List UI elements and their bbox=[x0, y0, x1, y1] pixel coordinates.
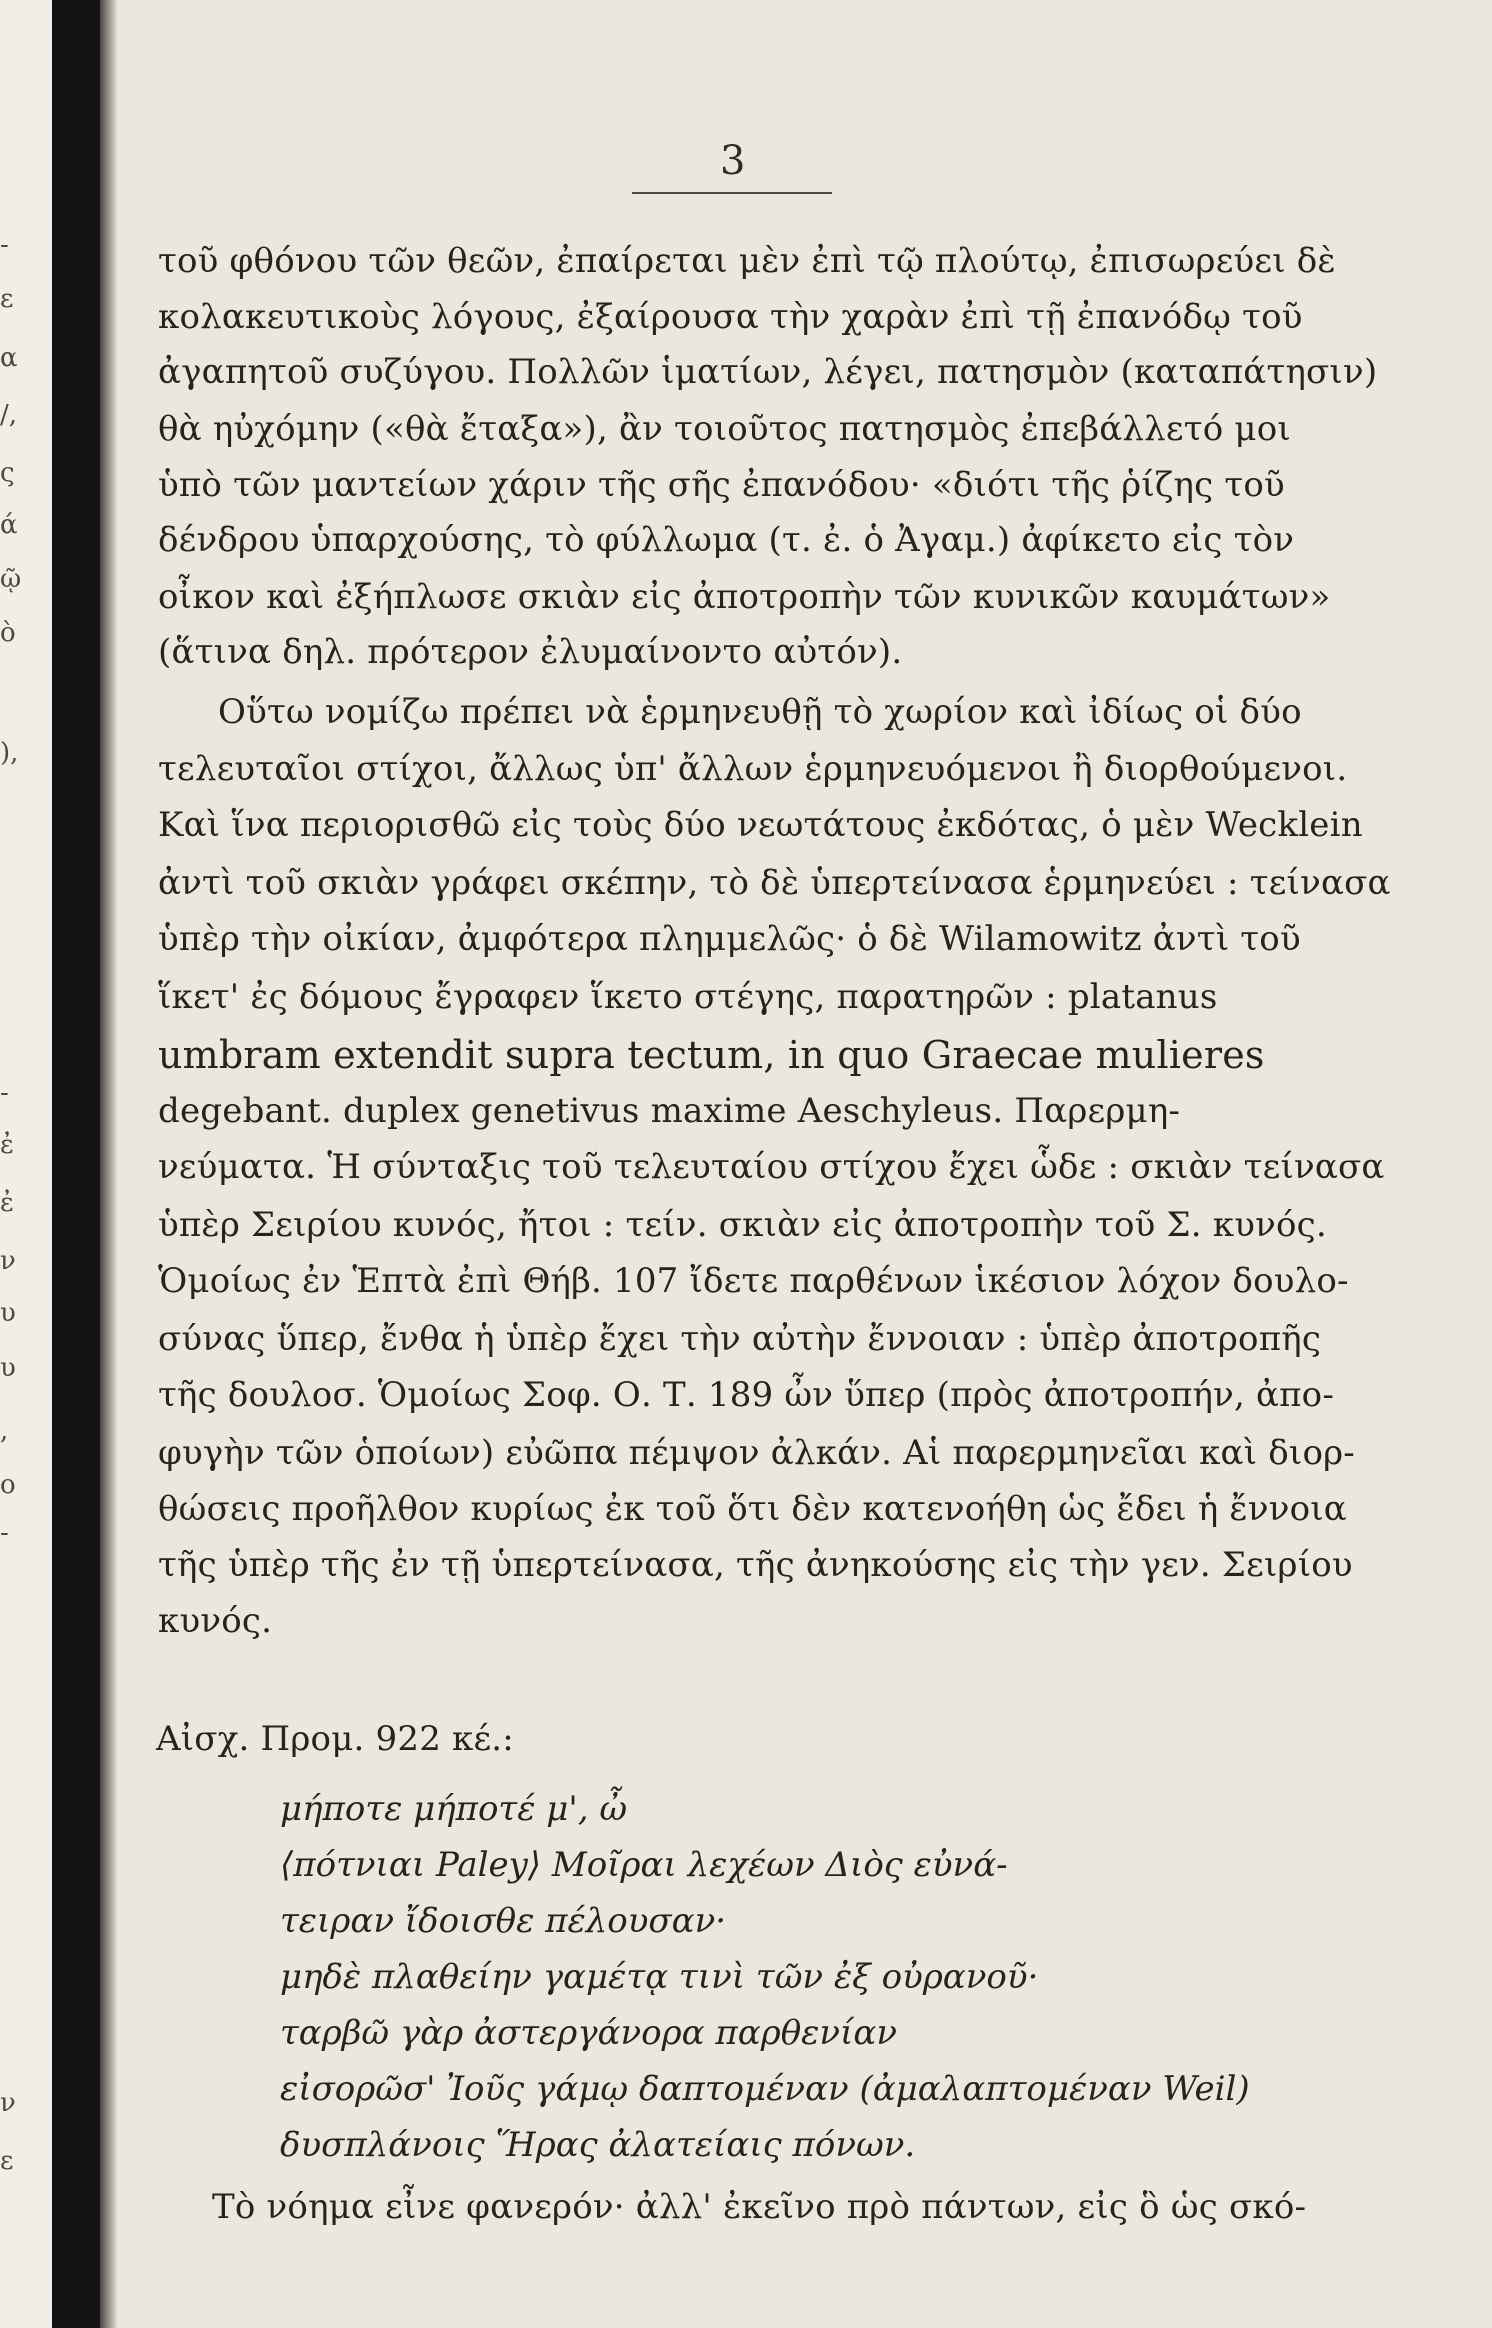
margin-fragment: α bbox=[0, 343, 18, 373]
verse-line: εἰσορῶσ' Ἰοῦς γάμῳ δαπτομέναν (ἀμαλαπτομέναν Weil) bbox=[280, 2069, 1250, 2109]
header-rule bbox=[632, 192, 832, 194]
margin-fragment: ε bbox=[0, 284, 14, 314]
margin-fragment: υ bbox=[0, 1353, 16, 1383]
margin-fragment: υ bbox=[0, 1298, 16, 1328]
body-line: ἀντὶ τοῦ σκιὰν γράφει σκέπην, τὸ δὲ ὑπερτείνασα ἑρμηνεύει : τείνασα bbox=[158, 863, 1391, 903]
body-line: δένδρου ὑπαρχούσης, τὸ φύλλωμα (τ. ἐ. ὁ Ἀγαμ.) ἀφίκετο εἰς τὸν bbox=[158, 520, 1295, 560]
body-line: degebant. duplex genetivus maxime Aeschyleus. Παρερμη- bbox=[158, 1091, 1181, 1131]
body-line: φυγὴν τῶν ὁποίων) εὐῶπα πέμψον ἀλκάν. Αἱ παρερμηνεῖαι καὶ διορ- bbox=[158, 1433, 1355, 1473]
margin-fragment: ά bbox=[0, 510, 18, 540]
body-line: οἶκον καὶ ἐξήπλωσε σκιὰν εἰς ἀποτροπὴν τῶν κυνικῶν καυμάτων» bbox=[158, 577, 1331, 617]
body-line: Ὁμοίως ἐν Ἑπτὰ ἐπὶ Θήβ. 107 ἴδετε παρθένων ἱκέσιον λόχον δουλο- bbox=[158, 1261, 1349, 1301]
margin-fragment: ὸ bbox=[0, 618, 16, 648]
body-line: τῆς ὑπὲρ τῆς ἐν τῇ ὑπερτείνασα, τῆς ἀνηκούσης εἰς τὴν γεν. Σειρίου bbox=[158, 1545, 1353, 1585]
margin-fragment: ), bbox=[0, 738, 19, 768]
page-number: 3 bbox=[720, 138, 746, 184]
margin-fragment: , bbox=[0, 1416, 9, 1446]
margin-fragment: ῷ bbox=[0, 564, 22, 594]
body-line: umbram extendit supra tectum, in quo Graecae mulieres bbox=[158, 1033, 1265, 1077]
body-line: τῆς δουλοσ. Ὁμοίως Σοφ. Ο. Τ. 189 ὦν ὕπερ (πρὸς ἀποτροπήν, ἀπο- bbox=[158, 1375, 1335, 1415]
body-line: ἀγαπητοῦ συζύγου. Πολλῶν ἱματίων, λέγει, πατησμὸν (καταπάτησιν) bbox=[158, 352, 1378, 392]
body-line: Καὶ ἵνα περιορισθῶ εἰς τοὺς δύο νεωτάτους ἐκδότας, ὁ μὲν Wecklein bbox=[158, 805, 1363, 845]
margin-fragment: - bbox=[0, 1078, 9, 1108]
body-line: ὑπὲρ τὴν οἰκίαν, ἀμφότερα πλημμελῶς· ὁ δὲ Wilamowitz ἀντὶ τοῦ bbox=[158, 919, 1301, 959]
verse-line: ⟨πότνιαι Paley⟩ Μοῖραι λεχέων Διὸς εὐνά- bbox=[280, 1845, 1008, 1885]
verse-line: τειραν ἴδοισθε πέλουσαν· bbox=[280, 1901, 727, 1941]
margin-fragment: - bbox=[0, 1518, 9, 1548]
margin-fragment: ἐ bbox=[0, 1188, 14, 1218]
citation: Αἰσχ. Προμ. 922 κέ.: bbox=[156, 1719, 514, 1759]
margin-fragment: ε bbox=[0, 2146, 14, 2176]
verse-line: δυσπλάνοις Ἥρας ἀλατείαις πόνων. bbox=[280, 2125, 916, 2165]
margin-fragment: ἐ bbox=[0, 1130, 14, 1160]
body-line: ὑπὸ τῶν μαντείων χάριν τῆς σῆς ἐπανόδου· «διότι τῆς ῥίζης τοῦ bbox=[158, 465, 1285, 505]
body-line: κολακευτικοὺς λόγους, ἐξαίρουσα τὴν χαρὰν ἐπὶ τῇ ἐπανόδῳ τοῦ bbox=[158, 297, 1303, 337]
body-line: τελευταῖοι στίχοι, ἄλλως ὑπ' ἄλλων ἑρμηνευόμενοι ἢ διορθούμενοι. bbox=[158, 749, 1348, 789]
margin-fragment: ν bbox=[0, 2088, 16, 2118]
verse-line: μήποτε μήποτέ μ', ὦ bbox=[280, 1789, 628, 1829]
margin-fragment: ο bbox=[0, 1470, 16, 1500]
body-line: σύνας ὕπερ, ἔνθα ἡ ὑπὲρ ἔχει τὴν αὐτὴν ἔννοιαν : ὑπὲρ ἀποτροπῆς bbox=[158, 1319, 1322, 1359]
body-line: κυνός. bbox=[158, 1601, 273, 1641]
book-spine-shadow bbox=[52, 0, 100, 2328]
body-line: ὑπὲρ Σειρίου κυνός, ἤτοι : τείν. σκιὰν εἰς ἀποτροπὴν τοῦ Σ. κυνός. bbox=[158, 1205, 1327, 1245]
gutter-gradient bbox=[100, 0, 118, 2328]
margin-fragment: - bbox=[0, 230, 9, 260]
body-line: θώσεις προῆλθον κυρίως ἐκ τοῦ ὅτι δὲν κατενοήθη ὡς ἔδει ἡ ἔννοια bbox=[158, 1489, 1347, 1529]
body-line: Οὕτω νομίζω πρέπει νὰ ἑρμηνευθῇ τὸ χωρίον καὶ ἰδίως οἱ δύο bbox=[218, 692, 1302, 732]
body-line: ἵκετ' ἐς δόμους ἔγραφεν ἵκετο στέγης, παρατηρῶν : platanus bbox=[158, 977, 1218, 1017]
verse-line: μηδὲ πλαθείην γαμέτᾳ τινὶ τῶν ἐξ οὐρανοῦ· bbox=[280, 1957, 1039, 1997]
margin-fragment: ν bbox=[0, 1246, 16, 1276]
body-line: νεύματα. Ἡ σύνταξις τοῦ τελευταίου στίχου ἔχει ὧδε : σκιὰν τείνασα bbox=[158, 1147, 1385, 1187]
margin-fragment: ς bbox=[0, 458, 15, 488]
body-line: θὰ ηὐχόμην («θὰ ἔταξα»), ἂν τοιοῦτος πατησμὸς ἐπεβάλλετό μοι bbox=[158, 409, 1291, 449]
body-line: (ἅτινα δηλ. πρότερον ἐλυμαίνοντο αὐτόν). bbox=[158, 632, 903, 672]
closing-line: Τὸ νόημα εἶνε φανερόν· ἀλλ' ἐκεῖνο πρὸ πάντων, εἰς ὃ ὡς σκό- bbox=[212, 2187, 1307, 2227]
body-line: τοῦ φθόνου τῶν θεῶν, ἐπαίρεται μὲν ἐπὶ τῷ πλούτῳ, ἐπισωρεύει δὲ bbox=[158, 241, 1336, 281]
margin-fragment: /, bbox=[0, 400, 18, 430]
verse-line: ταρβῶ γὰρ ἀστεργάνορα παρθενίαν bbox=[280, 2013, 898, 2053]
